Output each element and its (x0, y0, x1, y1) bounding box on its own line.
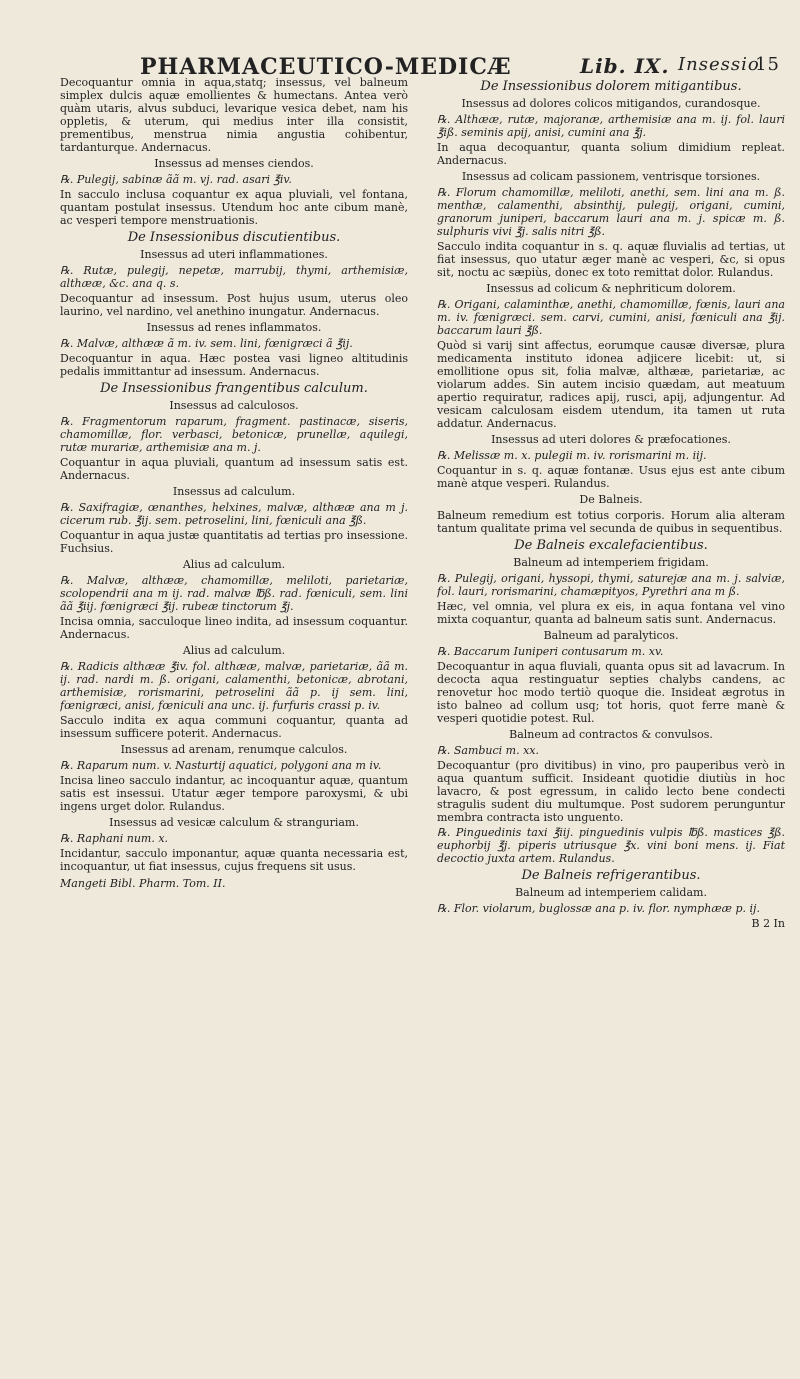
right-column (437, 76, 785, 1356)
paragraph: Decoquantur ad insessum. Post hujus usum, uterus oleo laurino, vel nardino, vel anethino inungatur. Andernacus. (60, 292, 408, 318)
section-heading: De Insessionibus discutientibus. (127, 230, 341, 245)
paragraph: Coquantur in aqua pluviali, quantum ad insessum satis est. Andernacus. (60, 456, 408, 482)
recipe: ℞. Rutæ, pulegij, nepetæ, marrubij, thymi, arthemisiæ, althææ, &c. ana q. s. (60, 264, 408, 290)
paragraph: Sacculo indita ex aqua communi coquantur, quanta ad insessum sufficere poterit. Andernacus. (60, 714, 408, 740)
recipe: ℞. Pulegij, origani, hyssopi, thymi, saturejæ ana m. j. salviæ, fol. lauri, rorismarini, chamæpityos, Pyrethri ana m ß. (437, 572, 785, 598)
subheading: Insessus ad uteri inflammationes. (140, 248, 328, 261)
header-book-number: Lib. IX. (580, 54, 670, 78)
text-columns (60, 76, 785, 1356)
recipe: ℞. Melissæ m. x. pulegii m. iv. rorismarini m. iij. (437, 449, 707, 462)
subheading: Balneum ad paralyticos. (543, 629, 679, 642)
paragraph: Hæc, vel omnia, vel plura ex eis, in aqua fontana vel vino mixta coquantur, quanta ad balneum satis sunt. Andernacus. (437, 600, 785, 626)
subheading: Balneum ad contractos & convulsos. (509, 728, 713, 741)
paragraph: Quòd si varij sint affectus, eorumque causæ diversæ, plura medicamenta instituto idonea adjicere licebit: ut, si emollitione opus sit, folia malvæ, althææ, parietariæ, ac violarum addes. Sin autem incisio quædam, aut meatuum apertio requiratur, radices apij, rusci, apij, adjungentur. Ad vesicam calculosam eisdem utendum, ita tamen ut ruta addatur. Andernacus. (437, 339, 785, 430)
recipe: ℞. Malvæ, althææ ã m. iv. sem. lini, fœnigræci ã ℥ij. (60, 337, 353, 350)
paragraph: Coquantur in aqua justæ quantitatis ad tertias pro insessione. Fuchsius. (60, 529, 408, 555)
subheading: Alius ad calculum. (182, 558, 286, 571)
recipe: ℞. Origani, calaminthæ, anethi, chamomillæ, fœnis, lauri ana m. iv. fœnigræci. sem. carvi, cumini, anisi, fœniculi ana ℥ij. baccarum lauri ℥ß. (437, 298, 785, 337)
recipe: ℞. Florum chamomillæ, meliloti, anethi, sem. lini ana m. ß. menthæ, calamenthi, absinthij, pulegij, origani, cumini, granorum juniperi, baccarum lauri ana m. j. spicæ m. ß. sulphuris vivi ℥j. salis nitri ℥ß. (437, 186, 785, 238)
paragraph: Incisa omnia, sacculoque lineo indita, ad insessum coquantur. Andernacus. (60, 615, 408, 641)
recipe: ℞. Radicis althææ ℥iv. fol. althææ, malvæ, parietariæ, ãã m. ij. rad. nardi m. ß. origani, calamenthi, betonicæ, abrotani, arthemisiæ, rorismarini, petroselini ãã p. ij sem. lini, fœnigræci, anisi, fœniculi ana unc. ij. furfuris crassi p. iv. (60, 660, 408, 712)
recipe: ℞. Flor. violarum, buglossæ ana p. iv. flor. nymphææ p. ij. (437, 902, 760, 915)
recipe: ℞. Fragmentorum raparum, fragment. pastinacæ, siseris, chamomillæ, flor. verbasci, betonicæ, prunellæ, aquilegi, rutæ murariæ, arthemisiæ ana m. j. (60, 415, 408, 454)
section-heading: De Balneis excalefacientibus. (514, 538, 708, 553)
recipe: ℞. Raphani num. x. (60, 832, 169, 845)
section-heading: De Balneis refrigerantibus. (521, 868, 701, 883)
subheading: Balneum ad intemperiem frigidam. (513, 556, 709, 569)
section-heading: De Insessionibus frangentibus calculum. (100, 381, 368, 396)
paragraph: Decoquantur (pro divitibus) in vino, pro pauperibus verò in aqua quantum sufficit. Insideant quotidie diutiùs in hoc lavacro, & post egressum, in calido lecto bene condecti stragulis sudent diu multumque. Post sudorem perunguntur membra contracta isto unguento. (437, 759, 785, 824)
subheading: Insessus ad colicum & nephriticum dolorem. (486, 282, 736, 295)
footer-signature: Mangeti Bibl. Pharm. Tom. II. (60, 877, 226, 890)
recipe: ℞. Sambuci m. xx. (437, 744, 540, 757)
paragraph: Incisa lineo sacculo indantur, ac incoquantur aquæ, quantum satis est insessui. Utatur æger tempore paroxysmi, & ubi ingens urget dolor. Rulandus. (60, 774, 408, 813)
paragraph: Coquantur in s. q. aquæ fontanæ. Usus ejus est ante cibum manè atque vesperi. Rulandus. (437, 464, 785, 490)
recipe: ℞. Saxifragiæ, œnanthes, helxines, malvæ, althææ ana m j. cicerum rub. ℥ij. sem. petroselini, lini, fœniculi ana ℥ß. (60, 501, 408, 527)
recipe: ℞. Baccarum Iuniperi contusarum m. xv. (437, 645, 664, 658)
paragraph: In sacculo inclusa coquantur ex aqua pluviali, vel fontana, quantam postulat insessus. Utendum hoc ante cibum manè, ac vesperi tempore menstruationis. (60, 188, 408, 227)
paragraph: Balneum remedium est totius corporis. Horum alia alteram tantum qualitate prima vel secunda de quibus in sequentibus. (437, 509, 785, 535)
subheading: De Balneis. (579, 493, 643, 506)
paragraph: Decoquantur omnia in aqua,statq; insessus, vel balneum simplex dulcis aquæ emollientes & humectans. Antea verò quàm utaris, alvus subduci, levarique vesica debet, nam his oppletis, & uterum, qui medius inter illa consistit, prementibus, menstrua nimia angustia cohibentur, tardanturque. Andernacus. (60, 76, 408, 154)
subheading: Insessus ad calculum. (172, 485, 296, 498)
paragraph: Decoquantur in aqua fluviali, quanta opus sit ad lavacrum. In decocta aqua restinguatur septies chalybs candens, ac renovetur hoc modo tertiò quoque die. Insideat ægrotus in isto balneo ad collum usq; tot horis, quot ferre manè & vesperi quotidie potest. Rul. (437, 660, 785, 725)
paragraph: Incidantur, sacculo imponantur, aquæ quanta necessaria est, incoquantur, ut fiat insessus, cujus frequens sit usus. (60, 847, 408, 873)
header-title: PHARMACEUTICO-MEDICÆ (140, 54, 512, 80)
paragraph: Decoquantur in aqua. Hæc postea vasi ligneo altitudinis pedalis immittantur ad insessum. Andernacus. (60, 352, 408, 378)
recipe: ℞. Pulegij, sabinæ ãã m. vj. rad. asari ℥iv. (60, 173, 292, 186)
subheading: Insessus ad calculosos. (169, 399, 299, 412)
section-heading: De Insessionibus dolorem mitigantibus. (480, 79, 742, 94)
subheading: Insessus ad menses ciendos. (154, 157, 314, 170)
subheading: Balneum ad intemperiem calidam. (515, 886, 707, 899)
paragraph: Sacculo indita coquantur in s. q. aquæ fluvialis ad tertias, ut fiat insessus, quo utatur æger manè ac vesperi, &c, si opus sit, noctu ac sæpiùs, donec ex toto remittat dolor. Rulandus. (437, 240, 785, 279)
recipe: ℞. Malvæ, althææ, chamomillæ, meliloti, parietariæ, scolopendrii ana m ij. rad. malvæ ℔ß. rad. fœniculi, sem. lini ãã ℥iij. fœnigræci ℥ij. rubeæ tinctorum ℥j. (60, 574, 408, 613)
subheading: Alius ad calculum. (182, 644, 286, 657)
recipe: ℞. Raparum num. v. Nasturtij aquatici, polygoni ana m iv. (60, 759, 382, 772)
footer-signature: B 2 In (751, 917, 785, 930)
subheading: Insessus ad arenam, renumque calculos. (120, 743, 348, 756)
recipe: ℞. Pinguedinis taxi ℥iij. pinguedinis vulpis ℔ß. mastices ℥ß. euphorbij ℥j. piperis utriusque ℥x. vini boni mens. ij. Fiat decoctio juxta artem. Rulandus. (437, 826, 785, 865)
subheading: Insessus ad dolores colicos mitigandos, curandosque. (461, 97, 761, 110)
subheading: Insessus ad renes inflammatos. (146, 321, 322, 334)
subheading: Insessus ad colicam passionem, ventrisque torsiones. (461, 170, 761, 183)
subheading: Insessus ad vesicæ calculum & stranguriam. (109, 816, 359, 829)
page-number: 15 (755, 54, 780, 75)
left-column (60, 76, 408, 1356)
paragraph: In aqua decoquantur, quanta solium dimidium repleat. Andernacus. (437, 141, 785, 167)
header-catchword: Insessio (678, 54, 760, 75)
subheading: Insessus ad uteri dolores & præfocationes. (491, 433, 731, 446)
recipe: ℞. Althææ, rutæ, majoranæ, arthemisiæ ana m. ij. fol. lauri ℥iß. seminis apij, anisi, cumini ana ℥j. (437, 113, 785, 139)
